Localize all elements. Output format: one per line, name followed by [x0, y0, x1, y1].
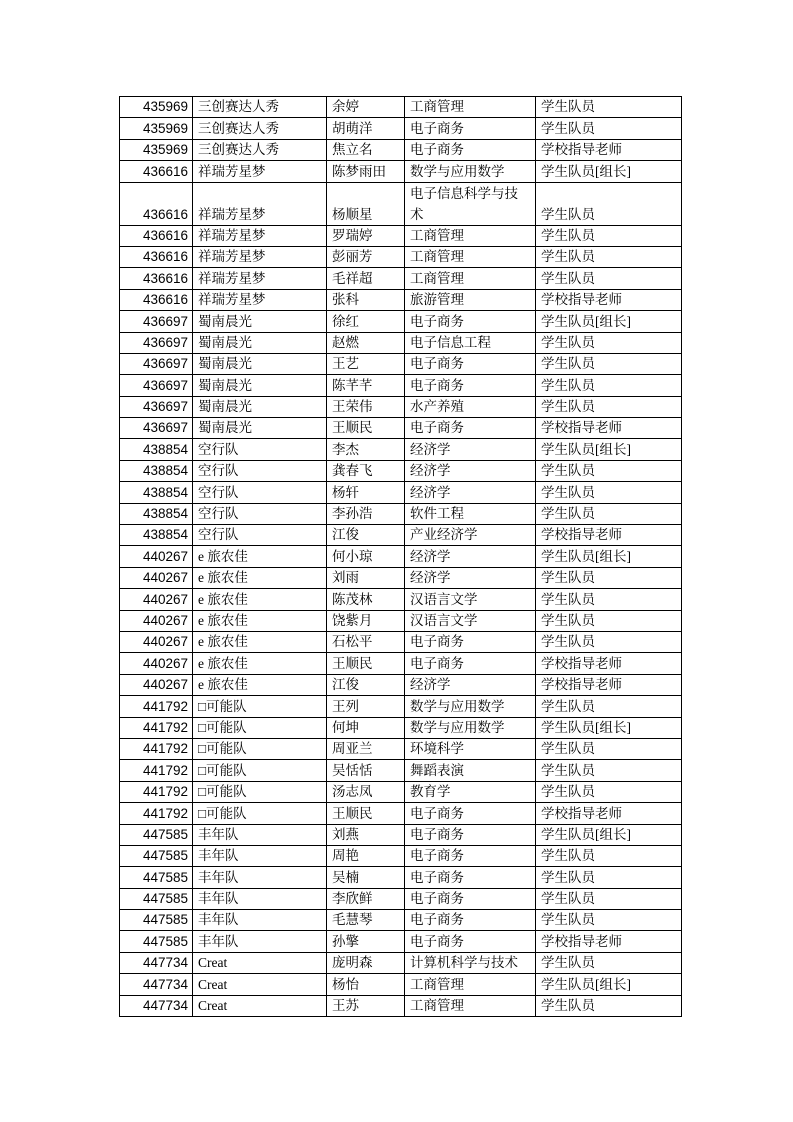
- table-row: [120, 867, 682, 888]
- team-id-cell: 440267: [120, 589, 193, 610]
- major-cell: 数学与应用数学: [405, 696, 536, 717]
- team-name-cell: □可能队: [193, 696, 327, 717]
- major-cell: 经济学: [405, 439, 536, 460]
- major-cell: 电子商务: [405, 931, 536, 952]
- member-name-cell: 周艳: [327, 845, 405, 866]
- table-row: [120, 311, 682, 332]
- role-cell: 学生队员: [536, 760, 682, 781]
- role-cell: 学生队员: [536, 631, 682, 652]
- team-name-cell: □可能队: [193, 738, 327, 759]
- major-cell: 电子商务: [405, 139, 536, 160]
- member-name-cell: 王顺民: [327, 653, 405, 674]
- major-cell: 汉语言文学: [405, 589, 536, 610]
- member-name-cell: 焦立名: [327, 139, 405, 160]
- team-id-cell: 438854: [120, 439, 193, 460]
- team-member-table: [119, 96, 682, 1017]
- team-id-cell: 436697: [120, 418, 193, 439]
- major-cell: 工商管理: [405, 225, 536, 246]
- member-name-cell: 李孙浩: [327, 503, 405, 524]
- team-id-cell: 441792: [120, 781, 193, 802]
- team-id-cell: 441792: [120, 717, 193, 738]
- major-cell: 电子商务: [405, 353, 536, 374]
- table-row: [120, 460, 682, 481]
- major-cell: 工商管理: [405, 246, 536, 267]
- team-id-cell: 447585: [120, 824, 193, 845]
- major-cell: 软件工程: [405, 503, 536, 524]
- role-cell: 学校指导老师: [536, 674, 682, 695]
- member-name-cell: 王顺民: [327, 803, 405, 824]
- team-name-cell: 祥瑞芳星梦: [193, 268, 327, 289]
- table-row: [120, 995, 682, 1016]
- role-cell: 学生队员: [536, 118, 682, 139]
- team-id-cell: 440267: [120, 567, 193, 588]
- role-cell: 学生队员: [536, 97, 682, 118]
- major-cell: 电子商务: [405, 867, 536, 888]
- table-row: [120, 845, 682, 866]
- team-name-cell: 蜀南晨光: [193, 375, 327, 396]
- table-row: [120, 289, 682, 310]
- member-name-cell: 江俊: [327, 525, 405, 546]
- member-name-cell: 王苏: [327, 995, 405, 1016]
- major-cell: 舞蹈表演: [405, 760, 536, 781]
- member-name-cell: 徐红: [327, 311, 405, 332]
- table-row: [120, 97, 682, 118]
- table-row: [120, 653, 682, 674]
- table-row: [120, 760, 682, 781]
- member-name-cell: 余婷: [327, 97, 405, 118]
- member-name-cell: 陈梦雨田: [327, 161, 405, 182]
- role-cell: 学生队员: [536, 738, 682, 759]
- team-name-cell: e 旅农佳: [193, 610, 327, 631]
- team-name-cell: 空行队: [193, 503, 327, 524]
- team-name-cell: □可能队: [193, 760, 327, 781]
- member-name-cell: 王顺民: [327, 418, 405, 439]
- major-cell: 经济学: [405, 482, 536, 503]
- table-row: [120, 888, 682, 909]
- member-name-cell: 庞明森: [327, 952, 405, 973]
- member-name-cell: 杨轩: [327, 482, 405, 503]
- role-cell: 学生队员: [536, 888, 682, 909]
- team-id-cell: 447585: [120, 867, 193, 888]
- table-row: [120, 674, 682, 695]
- team-id-cell: 438854: [120, 503, 193, 524]
- member-name-cell: 石松平: [327, 631, 405, 652]
- role-cell: 学生队员: [536, 696, 682, 717]
- member-name-cell: 何小琼: [327, 546, 405, 567]
- team-name-cell: 三创赛达人秀: [193, 139, 327, 160]
- team-name-cell: 空行队: [193, 482, 327, 503]
- major-cell: 经济学: [405, 567, 536, 588]
- team-id-cell: 436616: [120, 289, 193, 310]
- member-name-cell: 孙擎: [327, 931, 405, 952]
- role-cell: 学生队员: [536, 995, 682, 1016]
- major-cell: 电子商务: [405, 910, 536, 931]
- major-cell: 电子商务: [405, 845, 536, 866]
- major-cell: 数学与应用数学: [405, 161, 536, 182]
- team-name-cell: Creat: [193, 995, 327, 1016]
- team-id-cell: 438854: [120, 525, 193, 546]
- team-name-cell: 蜀南晨光: [193, 353, 327, 374]
- team-name-cell: 丰年队: [193, 845, 327, 866]
- table-row: [120, 246, 682, 267]
- team-id-cell: 436697: [120, 396, 193, 417]
- team-id-cell: 441792: [120, 696, 193, 717]
- member-name-cell: 毛慧琴: [327, 910, 405, 931]
- table-row: [120, 610, 682, 631]
- member-name-cell: 杨怡: [327, 974, 405, 995]
- team-id-cell: 447734: [120, 995, 193, 1016]
- team-name-cell: 三创赛达人秀: [193, 97, 327, 118]
- team-name-cell: 三创赛达人秀: [193, 118, 327, 139]
- team-id-cell: 447585: [120, 845, 193, 866]
- member-name-cell: 彭丽芳: [327, 246, 405, 267]
- team-id-cell: 438854: [120, 482, 193, 503]
- table-row: [120, 717, 682, 738]
- role-cell: 学生队员: [536, 396, 682, 417]
- team-name-cell: 丰年队: [193, 931, 327, 952]
- role-cell: 学生队员: [536, 225, 682, 246]
- team-id-cell: 436616: [120, 161, 193, 182]
- member-name-cell: 陈芊芊: [327, 375, 405, 396]
- member-name-cell: 何坤: [327, 717, 405, 738]
- role-cell: 学校指导老师: [536, 289, 682, 310]
- member-name-cell: 吴恬恬: [327, 760, 405, 781]
- role-cell: 学校指导老师: [536, 525, 682, 546]
- table-row: [120, 910, 682, 931]
- team-id-cell: 441792: [120, 738, 193, 759]
- table-row: [120, 332, 682, 353]
- team-name-cell: 祥瑞芳星梦: [193, 246, 327, 267]
- team-id-cell: 436616: [120, 268, 193, 289]
- role-cell: 学生队员: [536, 610, 682, 631]
- major-cell: 旅游管理: [405, 289, 536, 310]
- member-name-cell: 王列: [327, 696, 405, 717]
- table-row: [120, 631, 682, 652]
- major-cell: 电子信息工程: [405, 332, 536, 353]
- table-row: [120, 503, 682, 524]
- table-row: [120, 567, 682, 588]
- member-name-cell: 刘雨: [327, 567, 405, 588]
- member-name-cell: 王荣伟: [327, 396, 405, 417]
- team-id-cell: 435969: [120, 118, 193, 139]
- major-cell: 教育学: [405, 781, 536, 802]
- major-cell: 计算机科学与技术: [405, 952, 536, 973]
- team-id-cell: 447734: [120, 974, 193, 995]
- team-id-cell: 440267: [120, 674, 193, 695]
- team-name-cell: 蜀南晨光: [193, 418, 327, 439]
- member-name-cell: 周亚兰: [327, 738, 405, 759]
- role-cell: 学生队员[组长]: [536, 546, 682, 567]
- team-id-cell: 435969: [120, 97, 193, 118]
- role-cell: 学生队员: [536, 268, 682, 289]
- role-cell: 学生队员: [536, 910, 682, 931]
- member-name-cell: 李杰: [327, 439, 405, 460]
- major-cell: 电子商务: [405, 803, 536, 824]
- major-cell: 经济学: [405, 460, 536, 481]
- team-id-cell: 441792: [120, 760, 193, 781]
- table-row: [120, 225, 682, 246]
- role-cell: 学校指导老师: [536, 931, 682, 952]
- team-name-cell: Creat: [193, 952, 327, 973]
- table-row: [120, 375, 682, 396]
- role-cell: 学生队员: [536, 482, 682, 503]
- role-cell: 学生队员: [536, 332, 682, 353]
- table-row: [120, 952, 682, 973]
- member-name-cell: 李欣鲜: [327, 888, 405, 909]
- role-cell: 学生队员: [536, 845, 682, 866]
- team-id-cell: 436697: [120, 375, 193, 396]
- role-cell: 学生队员: [536, 246, 682, 267]
- team-name-cell: 蜀南晨光: [193, 332, 327, 353]
- team-id-cell: 436616: [120, 225, 193, 246]
- table-row: [120, 182, 682, 225]
- team-name-cell: 蜀南晨光: [193, 311, 327, 332]
- team-id-cell: 447585: [120, 931, 193, 952]
- team-name-cell: 丰年队: [193, 910, 327, 931]
- role-cell: 学生队员: [536, 503, 682, 524]
- table-row: [120, 439, 682, 460]
- team-name-cell: □可能队: [193, 803, 327, 824]
- team-id-cell: 441792: [120, 803, 193, 824]
- team-id-cell: 440267: [120, 653, 193, 674]
- role-cell: 学生队员: [536, 781, 682, 802]
- team-id-cell: 440267: [120, 631, 193, 652]
- member-name-cell: 刘燕: [327, 824, 405, 845]
- table-body: [120, 97, 682, 1017]
- major-cell: 经济学: [405, 674, 536, 695]
- table-row: [120, 525, 682, 546]
- major-cell: 电子商务: [405, 418, 536, 439]
- major-cell: 工商管理: [405, 995, 536, 1016]
- table-row: [120, 161, 682, 182]
- member-name-cell: 赵燃: [327, 332, 405, 353]
- team-name-cell: 空行队: [193, 460, 327, 481]
- role-cell: 学生队员: [536, 867, 682, 888]
- team-id-cell: 447585: [120, 910, 193, 931]
- major-cell: 汉语言文学: [405, 610, 536, 631]
- table-row: [120, 974, 682, 995]
- table-row: [120, 353, 682, 374]
- member-name-cell: 汤志凤: [327, 781, 405, 802]
- team-id-cell: 436697: [120, 353, 193, 374]
- team-name-cell: 祥瑞芳星梦: [193, 182, 327, 225]
- major-cell: 电子商务: [405, 631, 536, 652]
- table-row: [120, 418, 682, 439]
- team-name-cell: e 旅农佳: [193, 653, 327, 674]
- major-cell: 经济学: [405, 546, 536, 567]
- role-cell: 学生队员[组长]: [536, 439, 682, 460]
- table-row: [120, 696, 682, 717]
- member-name-cell: 龚春飞: [327, 460, 405, 481]
- major-cell: 电子商务: [405, 888, 536, 909]
- team-name-cell: 空行队: [193, 439, 327, 460]
- table-row: [120, 268, 682, 289]
- team-name-cell: e 旅农佳: [193, 674, 327, 695]
- team-id-cell: 447734: [120, 952, 193, 973]
- role-cell: 学生队员: [536, 353, 682, 374]
- role-cell: 学生队员[组长]: [536, 311, 682, 332]
- team-name-cell: e 旅农佳: [193, 546, 327, 567]
- role-cell: 学生队员: [536, 589, 682, 610]
- member-name-cell: 江俊: [327, 674, 405, 695]
- team-name-cell: 丰年队: [193, 888, 327, 909]
- team-name-cell: Creat: [193, 974, 327, 995]
- member-name-cell: 胡萌洋: [327, 118, 405, 139]
- member-name-cell: 杨顺星: [327, 182, 405, 225]
- team-id-cell: 435969: [120, 139, 193, 160]
- member-name-cell: 毛祥超: [327, 268, 405, 289]
- table-row: [120, 589, 682, 610]
- role-cell: 学生队员[组长]: [536, 717, 682, 738]
- team-id-cell: 440267: [120, 610, 193, 631]
- team-name-cell: □可能队: [193, 781, 327, 802]
- member-name-cell: 陈茂林: [327, 589, 405, 610]
- major-cell: 电子信息科学与技术: [405, 182, 536, 225]
- team-name-cell: 蜀南晨光: [193, 396, 327, 417]
- team-name-cell: 空行队: [193, 525, 327, 546]
- role-cell: 学校指导老师: [536, 418, 682, 439]
- team-name-cell: 祥瑞芳星梦: [193, 289, 327, 310]
- major-cell: 电子商务: [405, 375, 536, 396]
- table-row: [120, 738, 682, 759]
- team-id-cell: 447585: [120, 888, 193, 909]
- team-id-cell: 436616: [120, 182, 193, 225]
- role-cell: 学生队员: [536, 567, 682, 588]
- team-name-cell: e 旅农佳: [193, 589, 327, 610]
- major-cell: 工商管理: [405, 974, 536, 995]
- table-row: [120, 118, 682, 139]
- role-cell: 学生队员: [536, 460, 682, 481]
- team-id-cell: 436616: [120, 246, 193, 267]
- team-name-cell: 丰年队: [193, 867, 327, 888]
- team-name-cell: 祥瑞芳星梦: [193, 161, 327, 182]
- role-cell: 学校指导老师: [536, 653, 682, 674]
- team-name-cell: 祥瑞芳星梦: [193, 225, 327, 246]
- role-cell: 学校指导老师: [536, 803, 682, 824]
- role-cell: 学生队员[组长]: [536, 161, 682, 182]
- table-row: [120, 139, 682, 160]
- major-cell: 产业经济学: [405, 525, 536, 546]
- role-cell: 学生队员: [536, 182, 682, 225]
- major-cell: 工商管理: [405, 268, 536, 289]
- table-row: [120, 931, 682, 952]
- role-cell: 学生队员: [536, 375, 682, 396]
- member-name-cell: 罗瑞婷: [327, 225, 405, 246]
- major-cell: 数学与应用数学: [405, 717, 536, 738]
- team-id-cell: 436697: [120, 332, 193, 353]
- role-cell: 学生队员: [536, 952, 682, 973]
- major-cell: 电子商务: [405, 824, 536, 845]
- role-cell: 学生队员[组长]: [536, 824, 682, 845]
- team-id-cell: 436697: [120, 311, 193, 332]
- major-cell: 电子商务: [405, 118, 536, 139]
- table-row: [120, 781, 682, 802]
- role-cell: 学校指导老师: [536, 139, 682, 160]
- member-name-cell: 饶紫月: [327, 610, 405, 631]
- major-cell: 电子商务: [405, 653, 536, 674]
- major-cell: 环境科学: [405, 738, 536, 759]
- table-row: [120, 546, 682, 567]
- table-row: [120, 396, 682, 417]
- team-name-cell: 丰年队: [193, 824, 327, 845]
- table-row: [120, 803, 682, 824]
- role-cell: 学生队员[组长]: [536, 974, 682, 995]
- team-id-cell: 440267: [120, 546, 193, 567]
- table-row: [120, 482, 682, 503]
- member-name-cell: 吴楠: [327, 867, 405, 888]
- major-cell: 工商管理: [405, 97, 536, 118]
- major-cell: 电子商务: [405, 311, 536, 332]
- table-row: [120, 824, 682, 845]
- team-name-cell: e 旅农佳: [193, 631, 327, 652]
- member-name-cell: 张科: [327, 289, 405, 310]
- team-id-cell: 438854: [120, 460, 193, 481]
- team-name-cell: e 旅农佳: [193, 567, 327, 588]
- member-name-cell: 王艺: [327, 353, 405, 374]
- team-name-cell: □可能队: [193, 717, 327, 738]
- major-cell: 水产养殖: [405, 396, 536, 417]
